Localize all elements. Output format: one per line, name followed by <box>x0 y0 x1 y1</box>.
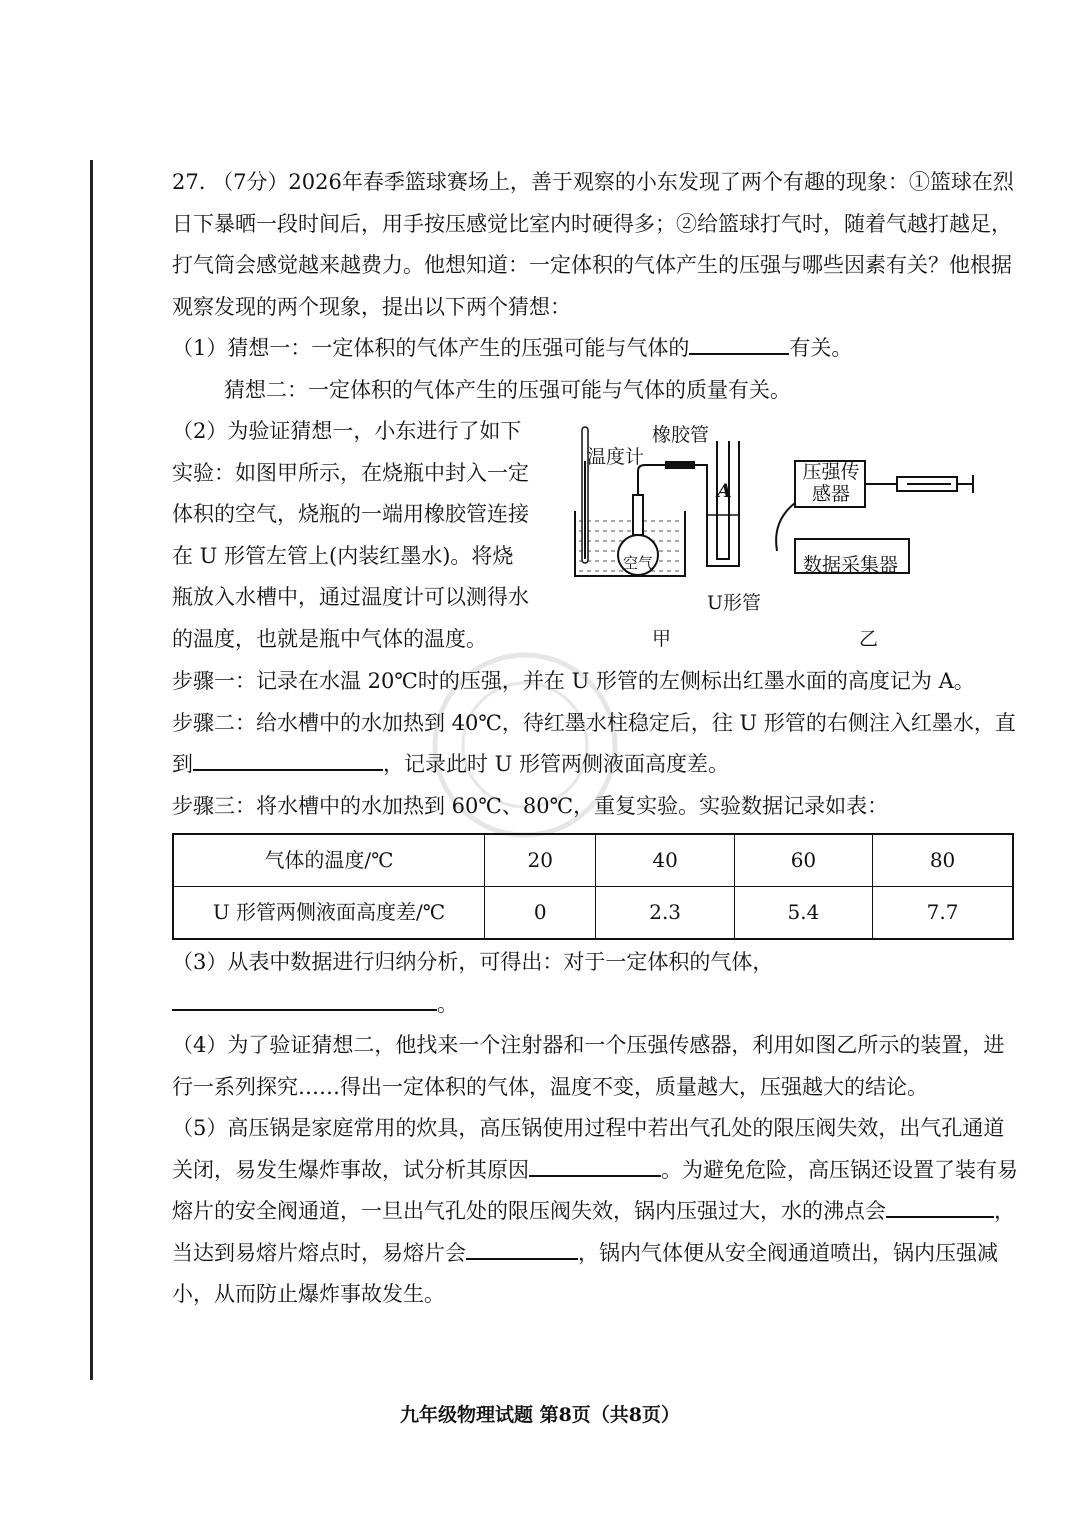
answer-blank-reason[interactable] <box>529 1153 661 1177</box>
pressure-sensor-label: 压强传感器 <box>802 461 860 505</box>
page-footer: 九年级物理试题 第8页（共8页） <box>399 1404 681 1426</box>
part-two-text: （2）为验证猜想一，小东进行了如下实验：如图甲所示，在烧瓶中封入一定体积的空气，烧瓶的一端用橡胶管连接在 U 形管左管上(内装红墨水)。将烧瓶放入水槽中，通过温度计可以测得水的温度，也就是瓶中气体的温度。 <box>172 419 529 651</box>
data-table <box>172 833 1014 940</box>
guess-one-end: 有关。 <box>789 336 853 360</box>
table-cell: 0 <box>485 887 596 940</box>
table-cell: 80 <box>873 834 1013 887</box>
part-three-end: 。 <box>437 991 458 1016</box>
table-row-label: 气体的温度/℃ <box>173 834 485 887</box>
rubber-tube-label: 橡胶管 <box>652 424 710 446</box>
connecting-tube <box>638 465 699 495</box>
rubber-tube-icon <box>665 461 695 469</box>
step-three: 步骤三：将水槽中的水加热到 60℃、80℃，重复实验。实验数据记录如表： <box>172 793 889 818</box>
step-one: 步骤一：记录在水温 20℃时的压强，并在 U 形管的左侧标出红墨水面的高度记为 A。 <box>172 669 975 693</box>
margin-line <box>90 160 93 1380</box>
question-27 <box>172 162 1022 1316</box>
answer-blank-melt[interactable] <box>466 1236 578 1260</box>
experiment-block <box>172 411 1022 661</box>
thermometer-label: 温度计 <box>587 446 645 468</box>
sensor-cable <box>776 503 795 551</box>
table-cell: 40 <box>596 834 734 887</box>
part-four: （4）为了验证猜想二，他找来一个注射器和一个压强传感器，利用如图乙所示的装置，进行一系列探究……得出一定体积的气体，温度不变，质量越大，压强越大的结论。 <box>172 1033 1005 1099</box>
answer-blank-boiling[interactable] <box>886 1194 994 1218</box>
air-label: 空气 <box>623 554 654 572</box>
part-five-text-d: ，锅内气体便从安全阀通道喷出，锅内压强减小，从而防止爆炸事故发生。 <box>172 1240 998 1306</box>
table-row <box>173 834 1013 887</box>
question-intro: 27. （7分）2026年春季篮球赛场上，善于观察的小东发现了两个有趣的现象：①篮球在烈日下暴晒一段时间后，用手按压感觉比室内时硬得多；②给篮球打气时，随着气越打越足，打气筒会感觉越来越费力。他想知道：一定体积的气体产生的压强与哪些因素有关？他根据观察发现的两个现象，提出以下两个猜想： <box>172 170 1014 319</box>
part-five-text-a: （5）高压锅是家庭常用的炊具，高压锅使用过程中若出气孔处的限压阀失效，出气孔通道关闭，易发生爆炸事故，试分析其原因 <box>172 1116 1005 1182</box>
part-three <box>172 942 1022 1025</box>
mark-a-label: A <box>717 480 732 502</box>
answer-blank-guess[interactable] <box>689 331 789 355</box>
step-two-end: ，记录此时 U 形管两侧液面高度差。 <box>383 752 730 776</box>
part-five <box>172 1108 1022 1316</box>
table-cell: 5.4 <box>734 887 872 940</box>
table-cell: 7.7 <box>873 887 1013 940</box>
part-three-text: （3）从表中数据进行归纳分析，可得出：对于一定体积的气体， <box>172 950 774 974</box>
figure-jia-label: 甲 <box>652 628 672 650</box>
part-five-text-c: ，当达到易熔片熔点时，易熔片会 <box>172 1199 1015 1265</box>
table-cell: 2.3 <box>596 887 734 940</box>
syringe-icon <box>897 475 973 493</box>
step-two-text: 步骤二：给水槽中的水加热到 40℃，待红墨水柱稳定后，往 U 形管的右侧注入红墨水，直到 <box>172 710 1016 776</box>
answer-blank-conclusion[interactable] <box>172 987 437 1011</box>
data-collector-label: 数据采集器 <box>803 554 899 576</box>
u-tube-label: U形管 <box>707 592 762 614</box>
experiment-figures <box>567 421 1027 650</box>
part-five-text-b: 。为避免危险，高压锅还设置了装有易熔片的安全阀通道，一旦出气孔处的限压阀失效，锅内压强过大，水的沸点会 <box>172 1157 1018 1223</box>
table-cell: 20 <box>485 834 596 887</box>
answer-blank-step2[interactable] <box>193 747 383 771</box>
table-cell: 60 <box>734 834 872 887</box>
figure-yi-label: 乙 <box>859 628 879 650</box>
step-two <box>172 703 1022 786</box>
table-row-label: U 形管两侧液面高度差/℃ <box>173 887 485 940</box>
guess-one <box>172 328 1022 370</box>
guess-two: 猜想二：一定体积的气体产生的压强可能与气体的质量有关。 <box>224 377 791 402</box>
table-row <box>173 887 1013 940</box>
guess-one-text: （1）猜想一：一定体积的气体产生的压强可能与气体的 <box>172 336 690 360</box>
